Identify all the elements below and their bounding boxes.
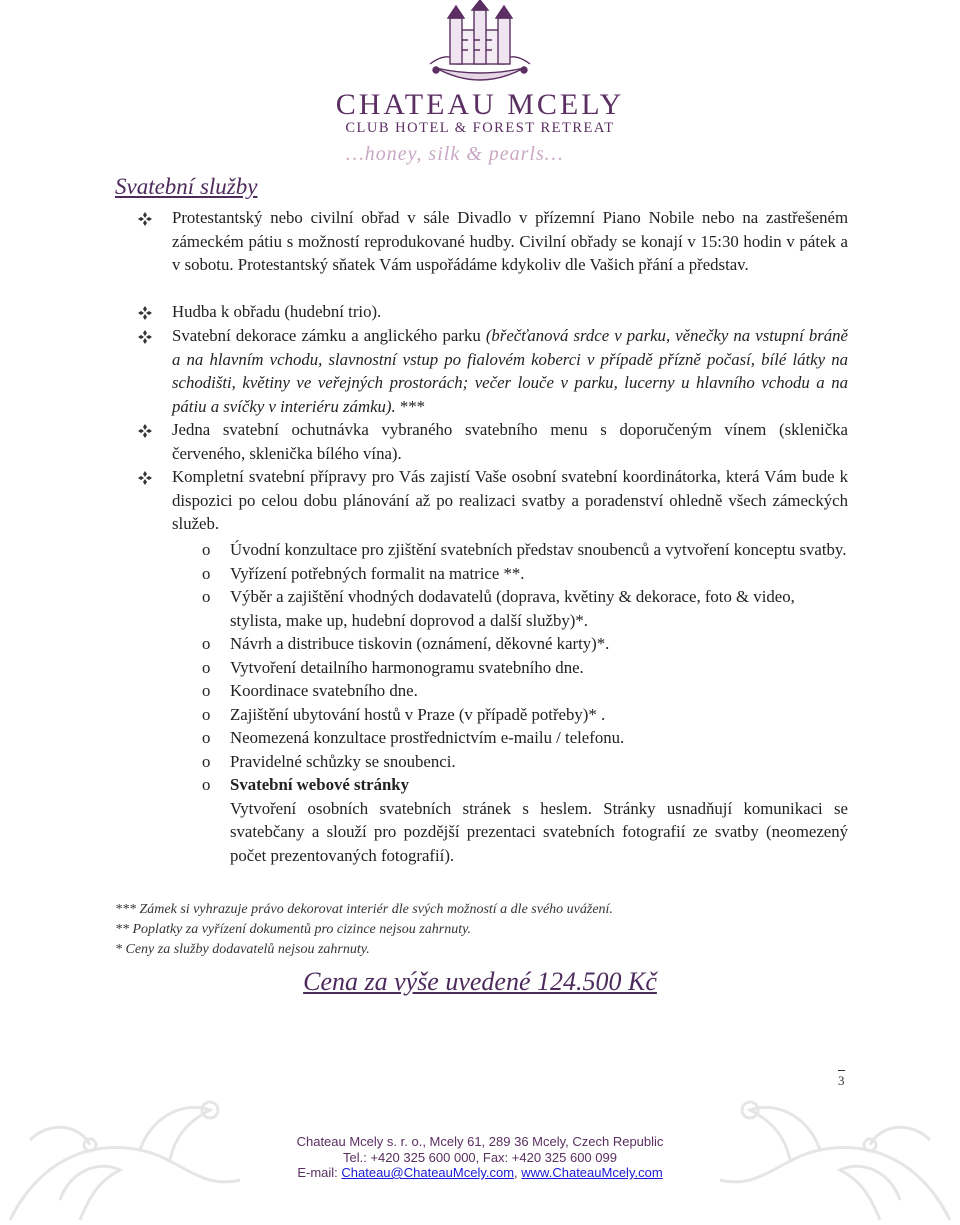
sub-item-text: Vyřízení potřebných formalit na matrice **. [230,563,525,583]
sub-marker: o [202,634,211,653]
web-item-title: Svatební webové stránky [230,775,410,794]
bullet-text: Jedna svatební ochutnávka vybraného svatebního menu s doporučeným vínem (sklenička červeného, sklenička bílého vína). [172,420,848,463]
sub-item-text: Neomezená konzultace prostřednictvím e-mailu / telefonu. [230,728,625,747]
sub-item-text: Návrh a distribuce tiskovin (oznámení, děkovné karty)*. [230,634,610,653]
sub-marker: o [202,587,211,606]
sub-item-text: Koordinace svatebního dne. [230,681,418,700]
bullet-text-italic: (břečťanová srdce v parku, věnečky na vstupní bráně a na hlavním vchodu, slavnostní vstup po fialovém koberci v případě přízně počasí, bílé látky na schodišti, květiny ve veřejných prostorách; večer louče v parku, lucerny u hlavního vchodu a na pátiu a svíčky v interiéru zámku). [172,326,848,416]
list-item [138,418,848,465]
diamond-bullet-icon [138,330,152,344]
diamond-bullet-icon [138,471,152,485]
bullet-text-plain: Svatební dekorace zámku a anglického parku [172,326,481,345]
sub-list-item [200,585,848,632]
castle-emblem-icon [416,0,544,88]
bullet-text-tail: *** [395,396,426,416]
list-item [138,324,848,418]
web-item-description: Vytvoření osobních svatebních stránek s heslem. Stránky usnadňují komunikaci se svatebčany a slouží pro pozdější prezentaci svatebních fotografií ze svatby (neomezený počet prezentovaných fotografií). [230,798,848,865]
sub-marker: o [202,563,211,583]
footer [0,1134,960,1181]
brand-tagline: …honey, silk & pearls… [346,143,564,165]
sub-list-item [200,632,848,656]
footnote: ** Poplatky za vyřízení dokumentů pro cizince nejsou zahrnuty. [115,922,472,937]
brand-subtitle: CLUB HOTEL & FOREST RETREAT [345,120,615,136]
diamond-bullet-icon [138,212,152,226]
sub-item-text: Pravidelné schůzky se snoubenci. [230,751,456,771]
list-item [138,300,848,324]
sub-marker: o [202,704,211,724]
section-heading: Svatební služby [115,174,258,199]
sub-marker: o [202,751,211,771]
floral-ornament-icon [660,1020,960,1225]
brand-name: CHATEAU MCELY [335,88,625,121]
sub-item-text: Vytvoření detailního harmonogramu svatebního dne. [230,657,584,677]
coordination-sublist [200,538,848,867]
footnote: *** Zámek si vyhrazuje právo dekorovat interiér dle svých možností a dle svého uvážení. [115,902,613,917]
page-number: 3 [838,1070,845,1089]
bullet-text [172,324,848,418]
sub-marker: o [202,657,211,677]
diamond-bullet-icon [138,306,152,320]
bullet-text: Hudba k obřadu (hudební trio). [172,302,382,321]
sub-item-text: Úvodní konzultace pro zjištění svatebních představ snoubenců a vytvoření konceptu svatby. [230,540,847,559]
footer-separator: , [514,1165,522,1180]
sub-list-item-web [200,773,848,867]
floral-ornament-icon [0,1020,300,1225]
footnote: * Ceny za služby dodavatelů nejsou zahrnuty. [115,942,370,957]
list-item [138,206,848,277]
sub-marker: o [202,540,211,559]
sub-item-text: Zajištění ubytování hostů v Praze (v případě potřeby)* . [230,704,606,724]
footer-email-prefix: E-mail: [297,1165,342,1180]
email-link[interactable]: Chateau@ChateauMcely.com [341,1165,515,1180]
sub-list-item [200,538,848,562]
sub-list-item [200,726,848,750]
sub-list-item [200,750,848,774]
bullet-text: Protestantský nebo civilní obřad v sále Divadlo v přízemní Piano Nobile nebo na zastřešeném zámeckém pátiu s možností reprodukované hudby. Civilní obřady se konají v 15:30 hodin v pátek a v sobotu. Protestantský sňatek Vám uspořádáme kdykoliv dle Vašich přání a představ. [172,208,848,274]
list-item [138,465,848,536]
website-link[interactable]: www.ChateauMcely.com [521,1165,663,1180]
footnotes [115,900,613,960]
sub-list-item [200,562,848,586]
sub-marker: o [202,681,211,700]
price-total: Cena za výše uvedené 124.500 Kč [303,967,657,996]
bullet-text: Kompletní svatební přípravy pro Vás zajistí Vaše osobní svatební koordinátorka, která Vám bude k dispozici po celou dobu plánování až po realizaci svatby a poradenství ohledně všech zámeckých služeb. [172,467,848,533]
sub-marker: o [202,775,211,794]
diamond-bullet-icon [138,424,152,438]
sub-item-text: Výběr a zajištění vhodných dodavatelů (doprava, květiny & dekorace, foto & video, stylista, make up, hudební doprovod a další služby)*. [230,587,795,630]
sub-list-item [200,656,848,680]
sub-list-item [200,679,848,703]
sub-list-item [200,703,848,727]
footer-contacts [0,1165,960,1181]
brand-header [0,0,960,175]
footer-address: Chateau Mcely s. r. o., Mcely 61, 289 36 Mcely, Czech Republic [296,1134,664,1149]
footer-phone: Tel.: +420 325 600 000, Fax: +420 325 600 099 [343,1149,617,1165]
sub-marker: o [202,728,211,747]
